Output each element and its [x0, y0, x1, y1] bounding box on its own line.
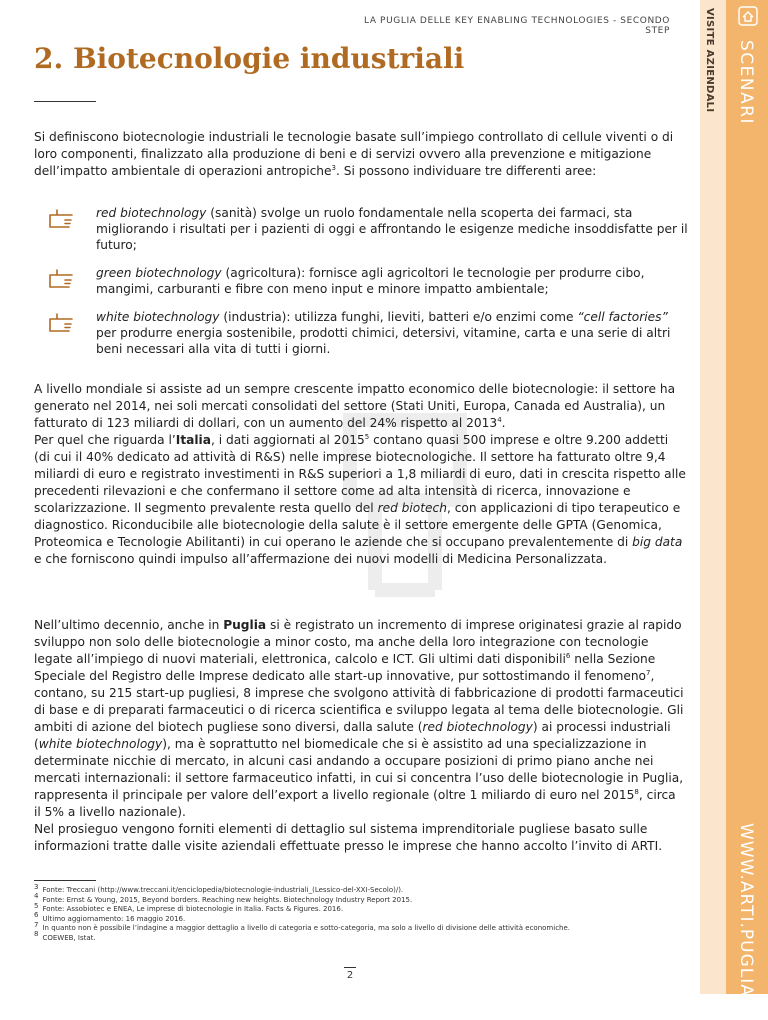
page-number-rule [344, 967, 356, 968]
footnote-ref: 6 [565, 651, 571, 660]
website-link[interactable]: WWW.ARTI.PUGLIA.IT [736, 823, 756, 1020]
sidebar-light-band [700, 0, 726, 994]
pointing-hand-icon [48, 311, 78, 333]
footnotes [34, 882, 684, 943]
intro-paragraph: Si definiscono biotecnologie industriali le tecnologie basate sull’impiego controllato di cellule viventi o di loro componenti, finalizzato alla produzione di beni e di servizi ovvero alla prevenzione e mitigazione dell’impatto ambientale di operazioni antropiche$^3$. Si possono individuare tre differenti aree: [34, 130, 674, 178]
footnote: $^8$ COEWEB, Istat. [34, 930, 96, 942]
paragraph-world-italy: A livello mondiale si assiste ad un sempre crescente impatto economico delle biotecnologie: il settore ha generato nel 2014, nei soli mercati consolidati del settore (Stati Uniti, Europa, Canada ed Australia), un fatturato di 123 miliardi di dollari, con un aumento del 24% rispetto al 2013$^4$. Per quel che riguarda l’Italia, i dati aggiornati al 2015$^5$ contano quasi 500 imprese e oltre 9.200 addetti (di cui il 40% dedicato ad attività di R&S) nelle imprese biotecnologiche. Il settore ha fatturato oltre 9,4 miliardi di euro e registrato investimenti in R&S superiori a 1,8 miliardi di euro, dati in crescita rispetto alle precedenti rilevazioni e che confermano il settore come ad alta intensità di ricerca, innovazione e scolarizzazione. Il segmento prevalente resta quello del red biotech, con applicazioni di tipo terapeutico e diagnostico. Riconducibile alle biotecnologie della salute è il settore emergente delle GPTA (Genomica, Proteomica e Tecnologie Abilitanti) in cui operano le aziende che si occupano prevalentemente di big data e che forniscono quindi impulso all’affermazione dei nuovi modelli di Medicina Personalizzata. [34, 382, 686, 566]
footnote: $^4$ Fonte: Ernst & Young, 2015, Beyond borders. Reaching new heights. Biotechnology Industry Report 2015. [34, 892, 413, 904]
footnote-ref: 7 [646, 668, 651, 677]
paragraph-puglia: Nell’ultimo decennio, anche in Puglia si è registrato un incremento di imprese originatesi grazie al rapido sviluppo non solo delle biotecnologie a minor costo, ma anche della loro integrazione con tecnologie legate all’impiego di nuovi materiali, elettronica, calcolo e ICT. Gli ultimi dati disponibili$^6$ nella Sezione Speciale del Registro delle Imprese dedicato alle start-up innovative, pur sottostimando il fenomeno$^7$, contano, su 215 start-up pugliesi, 8 imprese che svolgono attività di fabbricazione di prodotti farmaceutici di base e di preparati farmaceutici o di ricerca scientifica e sviluppo legata al tema delle biotecnologie. Gli ambiti di azione del biotech pugliese sono diversi, dalla salute (red biotechnology) ai processi industriali (white biotechnology), ma è soprattutto nel biomedicale che si è assistito ad una specializzazione in determinate nicchie di mercato, in alcuni casi andando a occupare posizioni di primo piano anche nei mercati internazionali: il settore farmaceutico infatti, in cui si concentra l’uso delle biotecnologie in Puglia, rappresenta il principale per valore dell’export a livello regionale (oltre 1 miliardo di euro nel 2015$^8$, circa il 5% a livello nazionale). Nel prosieguo vengono forniti elementi di dettaglio sul sistema imprenditoriale pugliese basato sulle informazioni tratte dalle visite aziendali effettuate presso le imprese che hanno accolto l’invito di ARTI. [34, 618, 684, 853]
footnote-ref: 8 [634, 787, 639, 796]
footnote-ref: 3 [331, 163, 336, 172]
bullet-white-biotechnology: white biotechnology (industria): utilizza funghi, lieviti, batteri e/o enzimi come “cell factories” per produrre energia sostenibile, prodotti chimici, detersivi, vitamine, carta e una serie di altri beni necessari alla vita di tutti i giorni. [48, 309, 688, 357]
scenari-link[interactable]: SCENARI [736, 40, 756, 126]
footnote: $^6$ Ultimo aggiornamento: 16 maggio 2016. [34, 911, 186, 923]
pointing-hand-icon [48, 267, 78, 289]
pointing-hand-icon [48, 207, 78, 229]
footnote: $^5$ Fonte: Assobiotec e ENEA, Le imprese di biotecnologie in Italia. Facts & Figures. 2016. [34, 901, 344, 913]
bullet-term: white biotechnology [96, 310, 220, 324]
page-number: 2 [346, 970, 354, 981]
footnote: $^7$ In quanto non è possibile l’indagine a maggior dettaglio a livello di categoria e sotto-categoria, ma solo a livello di divisione delle attività economiche. [34, 920, 571, 932]
home-icon[interactable] [738, 6, 758, 26]
footnote: $^3$ Fonte: Treccani (http://www.treccani.it/enciclopedia/biotecnologie-industriali_(Lessico-del-XXI-Secolo)/). [34, 882, 404, 894]
running-header: LA PUGLIA DELLE KEY ENABLING TECHNOLOGIES - SECONDO STEP [364, 16, 670, 36]
bullet-green-biotechnology: green biotechnology (agricoltura): fornisce agli agricoltori le tecnologie per produrre cibo, mangimi, carburanti e fibre con meno input e minore impatto ambientale; [48, 265, 688, 297]
title-underline [34, 101, 96, 102]
page-title: 2. Biotecnologie industriali [34, 42, 465, 75]
footnote-ref: 5 [364, 432, 370, 441]
section-label: VISITE AZIENDALI [704, 8, 715, 113]
bullet-red-biotechnology: red biotechnology (sanità) svolge un ruolo fondamentale nella scoperta dei farmaci, sta migliorando i risultati per i pazienti di oggi e affrontando le esigenze mediche insoddisfatte per il futuro; [48, 205, 688, 253]
footnote-divider [34, 880, 96, 881]
bullet-list [48, 205, 688, 357]
footnote-ref: 4 [497, 415, 502, 424]
bullet-term: red biotechnology [96, 206, 207, 220]
bullet-term: green biotechnology [96, 266, 222, 280]
